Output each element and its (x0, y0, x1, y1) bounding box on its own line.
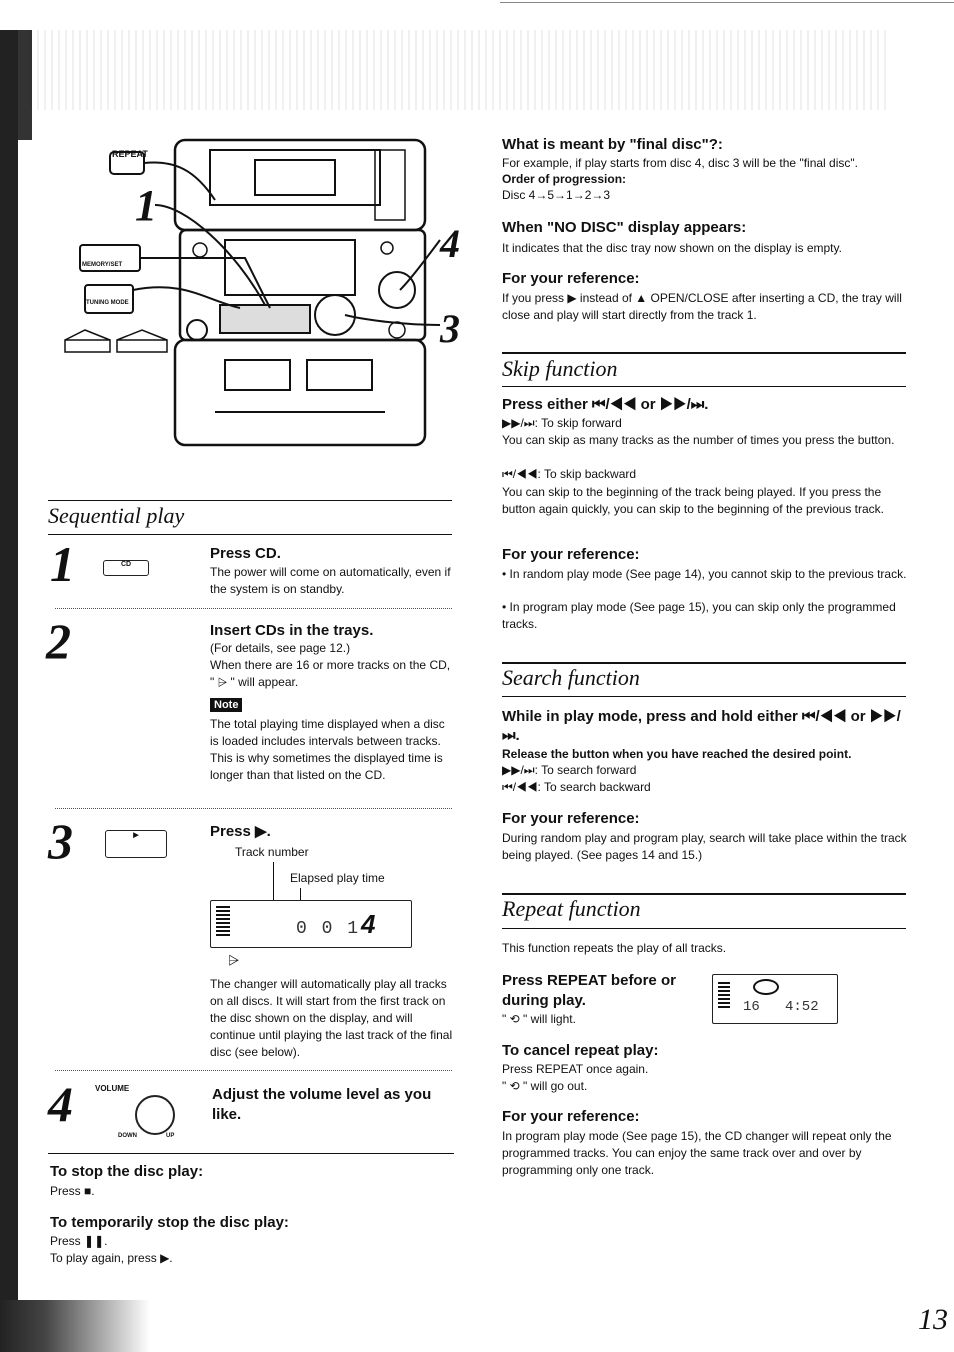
step-1-body: The power will come on automatically, even if the system is on standby. (210, 565, 451, 596)
section-rule (502, 352, 906, 354)
stop-body: Press ■. (50, 1184, 95, 1198)
volume-down-label: DOWN (118, 1133, 137, 1139)
memory-set-label: MEMORY/SET (82, 262, 123, 268)
repeat-reference-heading: For your reference: (502, 1108, 640, 1125)
step-1-heading: Press CD. (210, 545, 281, 562)
cancel-repeat-heading: To cancel repeat play: (502, 1042, 659, 1059)
repeat-intro: This function repeats the play of all tracks. (502, 941, 727, 955)
volume-up-label: UP (166, 1133, 175, 1139)
order-label: Order of progression: (502, 172, 627, 186)
display-readout: 0 0 1 (296, 919, 361, 939)
callout-1: 1 (135, 181, 157, 230)
skip-reference-item: • In program play mode (See page 15), you can skip only the programmed tracks. (502, 600, 896, 631)
skip-reference-item: • In random play mode (See page 14), you cannot skip to the previous track. (502, 567, 907, 581)
step-2-body: When there are 16 or more tracks on the CD, " ⩥ " will appear. (210, 658, 451, 689)
step-3-body: The changer will automatically play all tracks on all discs. It will start from the first track on the disc shown on the display, and will continue until playing the last track of the final disc (see below). (210, 977, 453, 1059)
search-backward-text: To search backward (544, 780, 651, 794)
search-reference-body: During random play and program play, search will take place within the track being played. (See pages 14 and 15.) (502, 831, 907, 862)
skip-reference-item-text: In random play mode (See page 14), you cannot skip to the previous track. (509, 567, 907, 581)
section-rule-bottom (48, 534, 452, 535)
section-rule (502, 928, 906, 929)
top-rule (500, 2, 954, 3)
step-number-4: 4 (48, 1076, 73, 1132)
final-disc-body: For example, if play starts from disc 4, disc 3 will be the "final disc". (502, 156, 858, 170)
pause-heading: To temporarily stop the disc play: (50, 1214, 289, 1231)
search-reference-heading: For your reference: (502, 810, 640, 827)
note-text: The total playing time displayed when a disc is loaded includes intervals between tracks. This is why sometimes the displayed time is longer than that listed on the CD. (210, 717, 445, 782)
repeat-function-title: Repeat function (502, 896, 641, 921)
step-2-heading: Insert CDs in the trays. (210, 622, 374, 639)
cd-display-panel (210, 900, 412, 948)
repeat-light-text: " ⟲ " will light. (502, 1012, 576, 1026)
cd-button-icon: CD (103, 560, 149, 576)
section-rule (502, 386, 906, 387)
step-number-2: 2 (46, 613, 71, 669)
disc-number-icon: 4 (361, 909, 376, 939)
step-2-sub: (For details, see page 12.) (210, 641, 351, 655)
stereo-system-illustration (45, 130, 465, 460)
callout-3: 3 (440, 306, 460, 351)
repeat-display-readout: 16 4:52 (743, 999, 819, 1015)
skip-backward-body: You can skip to the beginning of the track being played. If you press the button again quickly, you can skip to the beginning of the previous track. (502, 485, 885, 516)
skip-forward-text: To skip forward (541, 416, 622, 430)
volume-label: VOLUME (95, 1084, 130, 1093)
skip-forward-body: You can skip as many tracks as the number of times you press the button. (502, 433, 895, 447)
repeat-indicator-icon (753, 979, 779, 995)
search-forward-symbol: ▶▶/⏭: (502, 763, 538, 777)
search-backward-symbol: ⏮/◀◀: (502, 780, 541, 794)
step-divider (55, 808, 452, 809)
no-disc-heading: When "NO DISC" display appears: (502, 219, 747, 236)
sequential-play-title: Sequential play (48, 503, 185, 528)
reference-body: If you press ▶ instead of ▲ OPEN/CLOSE after inserting a CD, the tray will close and play will start directly from the track 1. (502, 291, 902, 322)
play-button-icon: ▶ (105, 830, 167, 858)
section-rule-top (48, 500, 452, 501)
section-rule (502, 696, 906, 697)
skip-heading: Press either ⏮/◀◀ or ▶▶/⏭. (502, 396, 709, 413)
step-3-heading: Press ▶. (210, 823, 271, 840)
elapsed-time-label: Elapsed play time (290, 871, 385, 885)
tuning-mode-label: TUNING MODE (86, 300, 129, 306)
search-forward-text: To search forward (541, 763, 637, 777)
pause-body: Press ❚❚. (50, 1234, 108, 1248)
search-release-text: Release the button when you have reached the desired point. (502, 747, 852, 761)
no-disc-body: It indicates that the disc tray now shown on the display is empty. (502, 241, 842, 255)
repeat-heading: Press REPEAT before or during play. (502, 972, 676, 1009)
step-4-heading: Adjust the volume level as you like. (212, 1086, 432, 1123)
disc-indicator-icon (216, 906, 230, 936)
skip-reference-item-text: In program play mode (See page 15), you can skip only the programmed tracks. (502, 600, 896, 631)
skip-reference-heading: For your reference: (502, 546, 640, 563)
cancel-repeat-body: Press REPEAT once again. (502, 1062, 649, 1076)
skip-backward-text: To skip backward (544, 467, 637, 481)
section-rule (502, 662, 906, 664)
callout-4: 4 (440, 221, 460, 266)
page-number: 13 (918, 1303, 948, 1336)
skip-function-title: Skip function (502, 356, 618, 381)
pause-body-2: To play again, press ▶. (50, 1251, 173, 1265)
step-divider (55, 1070, 452, 1071)
extra-tracks-icon: ⩥ (228, 952, 240, 968)
volume-knob-icon (135, 1095, 175, 1135)
section-rule (502, 893, 906, 895)
skip-backward-symbol: ⏮/◀◀: (502, 467, 541, 481)
final-disc-heading: What is meant by "final disc"?: (502, 136, 723, 153)
step-number-1: 1 (50, 536, 75, 592)
repeat-button-label: REPEAT (112, 149, 148, 159)
cancel-repeat-body-2: " ⟲ " will go out. (502, 1079, 588, 1093)
stop-heading: To stop the disc play: (50, 1163, 204, 1180)
reference-heading: For your reference: (502, 270, 640, 287)
search-heading: While in play mode, press and hold either ⏮/◀◀ or ▶▶/⏭. (502, 708, 901, 744)
repeat-display-panel (712, 974, 838, 1024)
scan-noise-top (30, 30, 890, 110)
step-divider (55, 608, 452, 609)
disc-indicator-icon (718, 980, 730, 1008)
section-rule (48, 1153, 454, 1154)
scan-edge-bottom (0, 1300, 150, 1352)
order-value: Disc 4→5→1→2→3 (502, 188, 611, 202)
step-number-3: 3 (48, 813, 73, 869)
track-number-label: Track number (235, 845, 309, 859)
skip-forward-symbol: ▶▶/⏭: (502, 416, 538, 430)
repeat-reference-body: In program play mode (See page 15), the CD changer will repeat only the programmed tracks. You can enjoy the same track over and over by programming only one track. (502, 1129, 892, 1177)
note-badge: Note (210, 698, 242, 712)
scan-edge (0, 30, 18, 1352)
search-function-title: Search function (502, 665, 640, 690)
